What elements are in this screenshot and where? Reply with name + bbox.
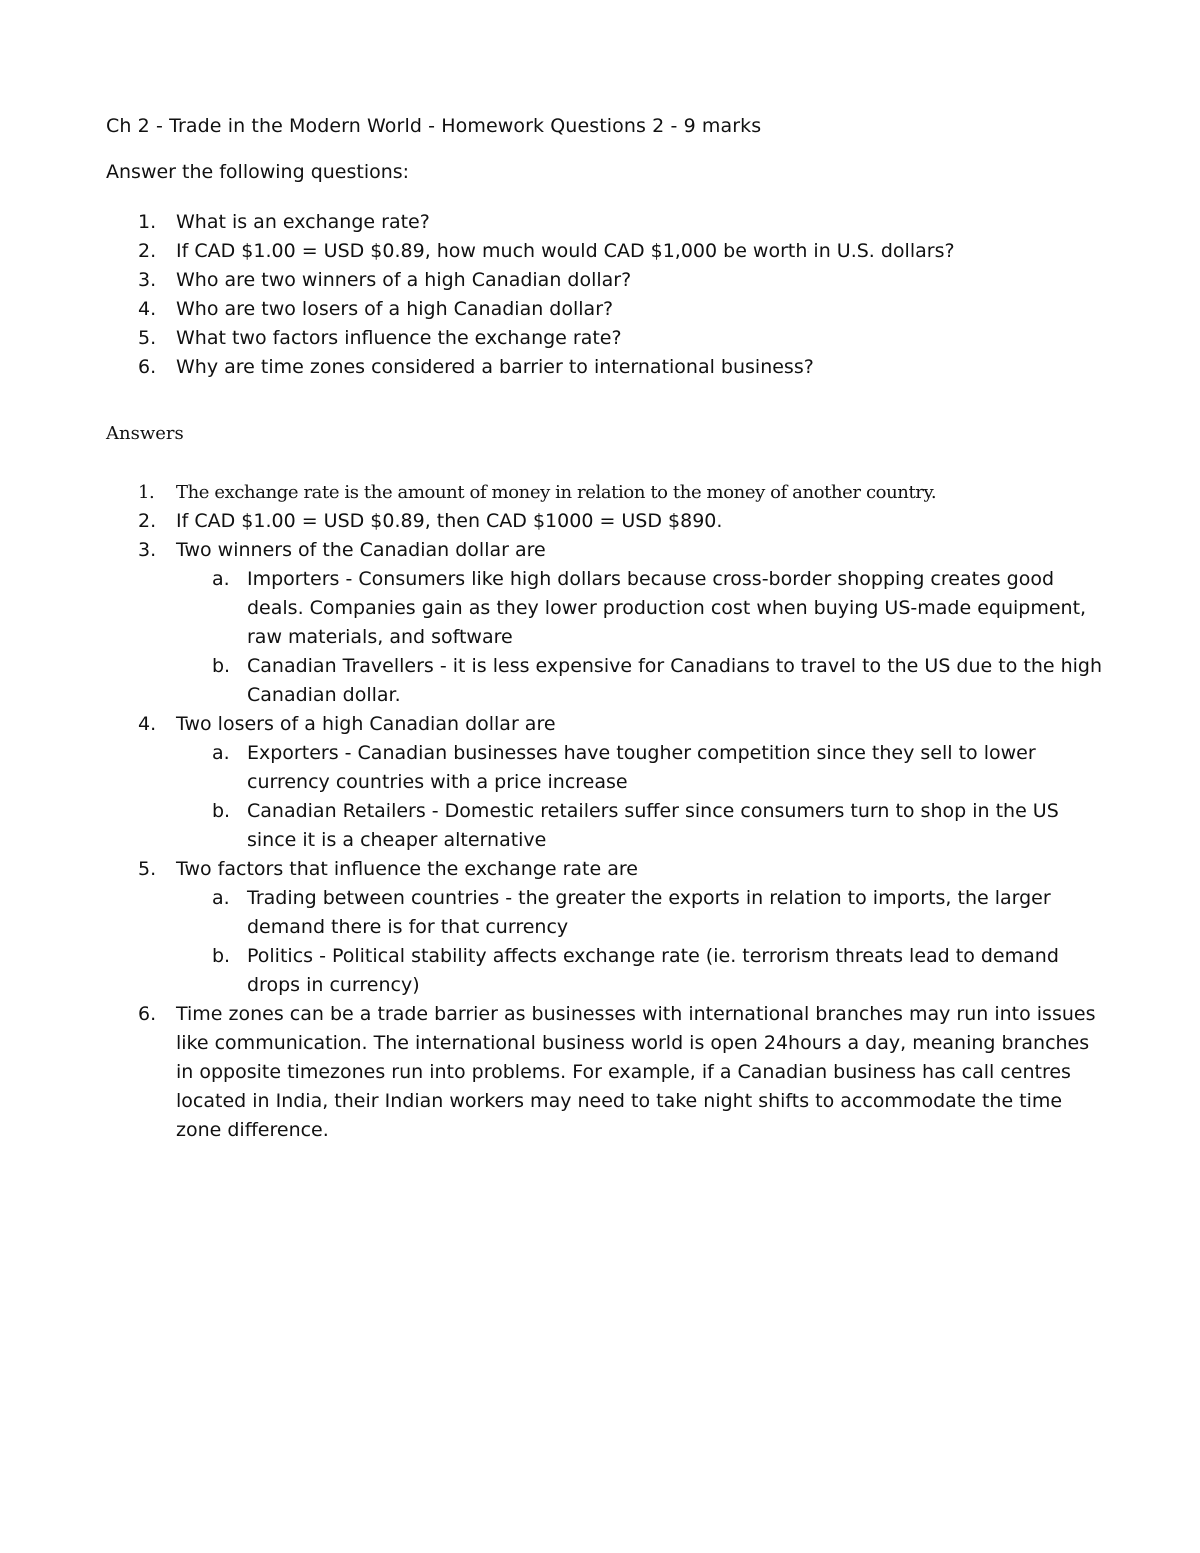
answer-text: Time zones can be a trade barrier as businesses with international branches may run into issues like communication. The international business world is open 24hours a day, meaning branches in opposite timezones run into problems. For example, if a Canadian business has call centres located in India, their Indian workers may need to take night shifts to accommodate the time zone difference. — [176, 1003, 1096, 1141]
question-text: Why are time zones considered a barrier to international business? — [176, 356, 814, 378]
question-number: 3. — [138, 269, 157, 291]
answer-sublist — [176, 739, 1106, 855]
question-number: 6. — [138, 356, 157, 378]
subitem-text: Trading between countries - the greater the exports in relation to imports, the larger demand there is for that currency — [247, 887, 1051, 938]
subitem-text: Importers - Consumers like high dollars because cross-border shopping creates good deals. Companies gain as they lower production cost when buying US-made equipment, raw materials, and software — [247, 568, 1087, 648]
subitem-letter: a. — [212, 887, 230, 909]
answer-number: 5. — [138, 858, 157, 880]
subitem-letter: a. — [212, 568, 230, 590]
question-text: Who are two losers of a high Canadian dollar? — [176, 298, 614, 320]
subitem-letter: b. — [212, 800, 231, 822]
document-page — [106, 112, 1106, 1145]
question-item — [106, 266, 1106, 295]
answer-item — [106, 478, 1106, 507]
answer-subitem — [176, 942, 1106, 1000]
answer-text: Two factors that influence the exchange rate are — [176, 858, 638, 880]
answer-subitem — [176, 797, 1106, 855]
subitem-text: Exporters - Canadian businesses have tougher competition since they sell to lower currency countries with a price increase — [247, 742, 1036, 793]
answer-sublist — [176, 565, 1106, 710]
answer-subitem — [176, 565, 1106, 652]
answer-text: The exchange rate is the amount of money in relation to the money of another country. — [176, 482, 937, 503]
instructions: Answer the following questions: — [106, 161, 410, 183]
answers-heading: Answers — [106, 423, 184, 444]
subitem-letter: b. — [212, 945, 231, 967]
answer-number: 1. — [138, 482, 155, 503]
subitem-letter: b. — [212, 655, 231, 677]
answer-subitem — [176, 652, 1106, 710]
answer-text: Two winners of the Canadian dollar are — [176, 539, 546, 561]
question-item — [106, 353, 1106, 382]
question-number: 1. — [138, 211, 157, 233]
answer-text: If CAD $1.00 = USD $0.89, then CAD $1000 = USD $890. — [176, 510, 723, 532]
question-number: 4. — [138, 298, 157, 320]
answer-number: 2. — [138, 510, 157, 532]
questions-list — [106, 208, 1106, 382]
answer-number: 6. — [138, 1003, 157, 1025]
question-text: Who are two winners of a high Canadian dollar? — [176, 269, 632, 291]
document-title: Ch 2 - Trade in the Modern World - Homework Questions 2 - 9 marks — [106, 115, 762, 137]
question-item — [106, 237, 1106, 266]
answer-item — [106, 507, 1106, 536]
subitem-letter: a. — [212, 742, 230, 764]
answer-number: 3. — [138, 539, 157, 561]
answer-subitem — [176, 739, 1106, 797]
question-item — [106, 295, 1106, 324]
answer-item — [106, 710, 1106, 855]
question-item — [106, 324, 1106, 353]
answer-text: Two losers of a high Canadian dollar are — [176, 713, 556, 735]
question-text: If CAD $1.00 = USD $0.89, how much would CAD $1,000 be worth in U.S. dollars? — [176, 240, 955, 262]
question-text: What is an exchange rate? — [176, 211, 430, 233]
answers-list — [106, 478, 1106, 1145]
subitem-text: Canadian Travellers - it is less expensive for Canadians to travel to the US due to the high Canadian dollar. — [247, 655, 1103, 706]
subitem-text: Politics - Political stability affects exchange rate (ie. terrorism threats lead to demand drops in currency) — [247, 945, 1059, 996]
question-text: What two factors influence the exchange rate? — [176, 327, 622, 349]
question-number: 5. — [138, 327, 157, 349]
answer-number: 4. — [138, 713, 157, 735]
answer-subitem — [176, 884, 1106, 942]
answer-item — [106, 855, 1106, 1000]
answer-item — [106, 1000, 1106, 1145]
question-item — [106, 208, 1106, 237]
subitem-text: Canadian Retailers - Domestic retailers suffer since consumers turn to shop in the US since it is a cheaper alternative — [247, 800, 1059, 851]
answer-item — [106, 536, 1106, 710]
answer-sublist — [176, 884, 1106, 1000]
question-number: 2. — [138, 240, 157, 262]
